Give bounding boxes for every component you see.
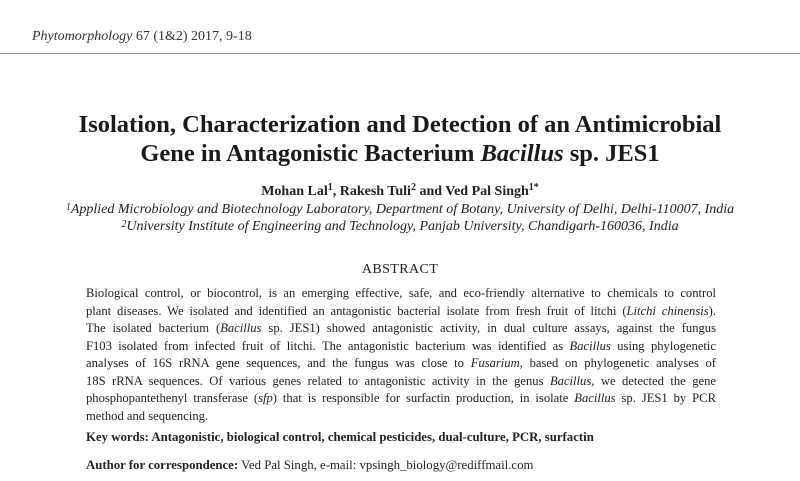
author-name: Ved Pal Singh [445,184,529,199]
genus-name: Bacillus [569,338,611,353]
correspondence-text: Ved Pal Singh, e-mail: vpsingh_biology@rediffmail.com [238,458,534,472]
species-name: Litchi chinensis [626,303,709,318]
correspondence [86,458,533,473]
author-name: Mohan Lal [261,184,328,199]
genus-name: Bacillus [220,321,262,335]
author-name: Rakesh Tuli [339,184,411,199]
gene-name: sfp [258,391,273,405]
author-separator: and [415,184,446,199]
author-affiliation-mark: 1* [528,182,539,193]
affiliations [0,201,800,235]
genus-name: Bacillus, [549,373,595,388]
title-line-1: Isolation, Characterization and Detection of an Antimicrobial [78,111,722,138]
affiliation-2 [0,218,800,235]
keywords: Key words: Antagonistic, biological control, chemical pesticides, dual-culture, PCR, surfactin [86,430,594,444]
author-list [0,184,800,200]
abstract-line: Biological control, or biocontrol, is an emerging effective, safe, and eco-friendly alternative to chemicals to control [86,286,716,300]
abstract-line: The isolated bacterium (Bacillus sp. JES1) showed antagonistic activity, in dual culture assays, against the fungus [86,321,716,335]
affiliation-text: Applied Microbiology and Biotechnology Laboratory, Department of Botany, University of Delhi, Delhi-110007, India [70,202,735,217]
affiliation-number: 2 [121,219,127,230]
abstract-line: method and sequencing. [86,408,209,423]
genus-name: Bacillus [574,391,616,405]
title-suffix: sp. JES1 [569,140,660,167]
author-affiliation-mark: 2 [410,182,416,193]
abstract-text [86,285,716,425]
genus-name: Fusarium, [470,356,523,370]
abstract-heading: ABSTRACT [361,262,439,277]
paper-title [0,110,800,168]
journal-citation [32,29,252,45]
title-genus: Bacillus [480,140,564,167]
title-prefix: Gene in Antagonistic Bacterium [140,140,475,167]
journal-name: Phytomorphology [32,29,133,44]
abstract-line: F103 isolated from infected fruit of litchi. The antagonistic bacterium was identified as Bacillus using phylogenetic [86,338,716,353]
affiliation-text: University Institute of Engineering and Technology, Panjab University, Chandigarh-160036, India [126,219,679,234]
title-line-2 [0,139,800,168]
volume-pages: 67 (1&2) 2017, 9-18 [135,29,252,44]
abstract-line: plant diseases. We isolated and identified an antagonistic bacterial isolate from fresh fruit of litchi (Litchi chinensis). [86,303,716,318]
correspondence-label: Author for correspondence: [86,458,239,472]
author-affiliation-mark: 1 [327,182,333,193]
affiliation-1 [0,201,800,218]
affiliation-number: 1 [65,202,71,213]
abstract-line: analyses of 16S rRNA gene sequences, and the fungus was close to Fusarium, based on phylogenetic analyses of [86,356,716,370]
abstract-line: phosphopantethenyl transferase (sfp) that is responsible for surfactin production, in isolate Bacillus sp. JES1 by PCR [86,391,716,405]
header-rule [0,53,800,54]
author-separator: , [332,184,340,199]
abstract-line: 18S rRNA sequences. Of various genes related to antagonistic activity in the genus Bacillus, we detected the gene [86,373,716,388]
